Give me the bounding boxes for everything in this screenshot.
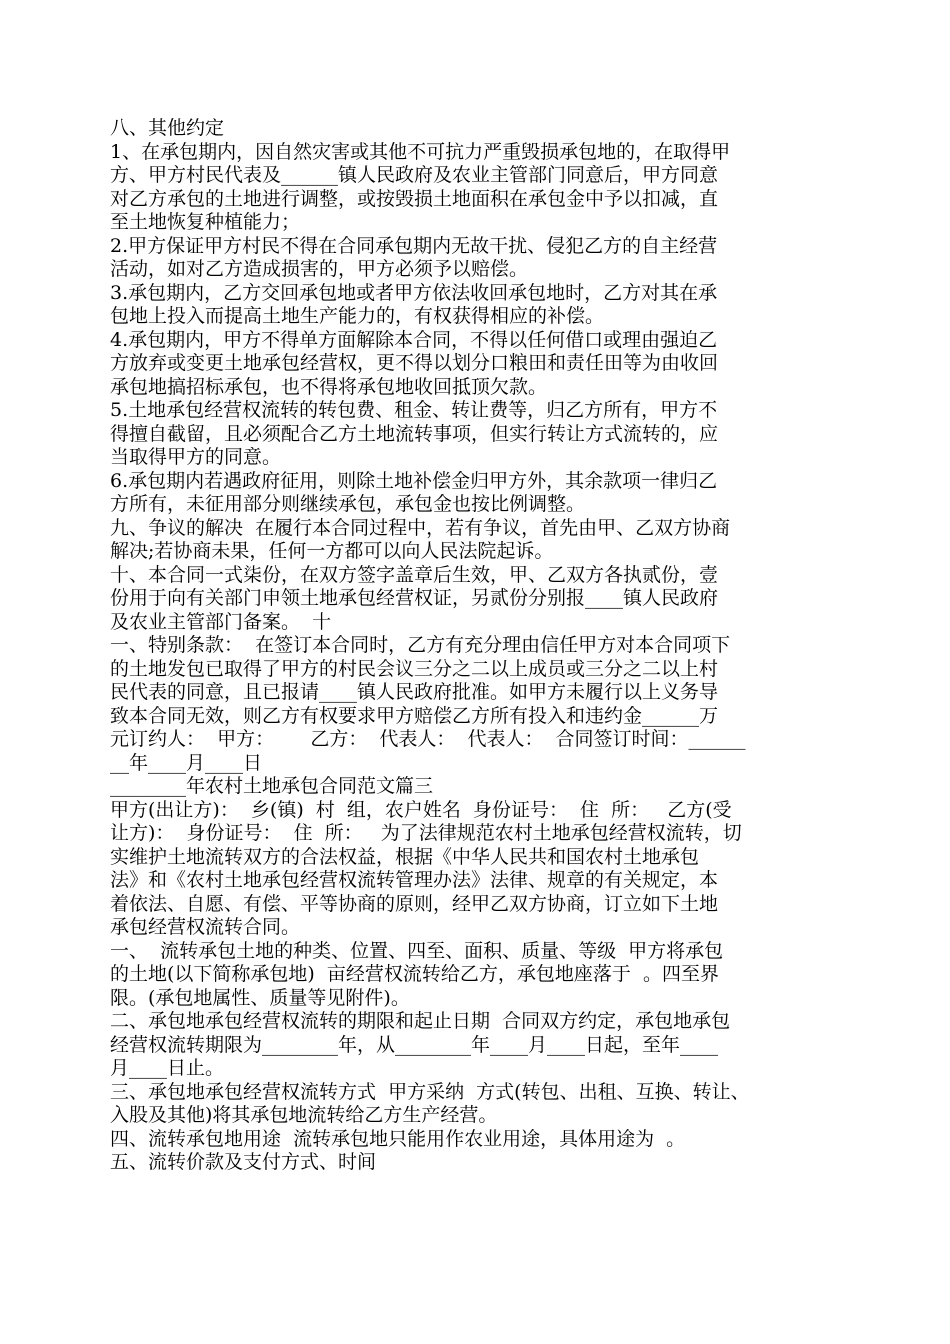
signature-line: 元订约人： 甲方： 乙方： 代表人： 代表人： 合同签订时间：______ [110, 728, 746, 750]
text-line: 致本合同无效，则乙方有权要求甲方赔偿乙方所有投入和违约金______万 [110, 704, 719, 727]
text-line: 方放弃或变更土地承包经营权，更不得以划分口粮田和责任田等为由收回 [110, 352, 719, 374]
text-line: 的土地(以下简称承包地) 亩经营权流转给乙方，承包地座落于 。四至界 [110, 963, 719, 985]
text-line: 份用于向有关部门申领土地承包经营权证，另贰份分别报____镇人民政府 [110, 587, 719, 609]
text-line: 5.土地承包经营权流转的转包费、租金、转让费等，归乙方所有，甲方不 [110, 399, 718, 421]
text-line: 经营权流转期限为________年，从________年____月____日起，至年____ [110, 1033, 719, 1056]
document-body [110, 117, 855, 1175]
text-line: 至土地恢复种植能力； [110, 211, 301, 233]
text-line: 方、甲方村民代表及______镇人民政府及农业主管部门同意后，甲方同意 [110, 164, 719, 186]
text-line: 让方)： 身份证号： 住 所： 为了法律规范农村土地承包经营权流转，切 [110, 822, 742, 844]
text-line: 承包地搞招标承包，也不得将承包地收回抵顶欠款。 [110, 375, 548, 398]
text-line: 承包经营权流转合同。 [110, 916, 301, 938]
section-heading-payment: 五、流转价款及支付方式、时间 [110, 1151, 377, 1173]
text-line: 限。(承包地属性、质量等见附件)。 [110, 986, 410, 1009]
section-heading-land-use: 四、流转承包地用途 流转承包地只能用作农业用途，具体用途为 。 [110, 1127, 686, 1150]
text-line: 4.承包期内，甲方不得单方面解除本合同，不得以任何借口或理由强迫乙 [110, 328, 718, 351]
text-line: 入股及其他)将其承包地流转给乙方生产经营。 [110, 1104, 498, 1126]
text-line: 解决;若协商未果，任何一方都可以向人民法院起诉。 [110, 540, 554, 562]
text-line: 及农业主管部门备案。 十 [110, 610, 332, 633]
section-heading-special-terms: 一、特别条款： 在签订本合同时，乙方有充分理由信任甲方对本合同项下 [110, 634, 731, 656]
text-line: 包地上投入而提高土地生产能力的，有权获得相应的补偿。 [110, 305, 605, 327]
text-line: 着依法、自愿、有偿、平等协商的原则，经甲乙双方协商，订立如下土地 [110, 892, 719, 915]
text-line: 得擅自截留，且必须配合乙方土地流转事项，但实行转让方式流转的，应 [110, 422, 719, 445]
text-line: 民代表的同意，且已报请____镇人民政府批准。如甲方未履行以上义务导 [110, 681, 719, 703]
text-line: 月____日止。 [110, 1057, 225, 1079]
section-heading-term: 二、承包地承包经营权流转的期限和起止日期 合同双方约定，承包地承包 [110, 1010, 731, 1032]
document-title-part-three: ________年农村土地承包合同范文篇三 [110, 775, 434, 797]
text-line: 法》和《农村土地承包经营权流转管理办法》法律、规章的有关规定，本 [110, 869, 719, 891]
section-heading-dispute-resolution: 九、争议的解决 在履行本合同过程中，若有争议，首先由甲、乙双方协商 [110, 516, 731, 539]
text-line: 2.甲方保证甲方村民不得在合同承包期内无故干扰、侵犯乙方的自主经营 [110, 234, 718, 257]
section-heading-copies: 十、本合同一式柒份，在双方签字盖章后生效，甲、乙双方各执贰份，壹 [110, 563, 719, 586]
section-heading-other-agreements: 八、其他约定 [110, 117, 225, 139]
text-line: 6.承包期内若遇政府征用，则除土地补偿金归甲方外，其余款项一律归乙 [110, 469, 718, 492]
parties-line: 甲方(出让方)： 乡(镇) 村 组，农户姓名 身份证号： 住 所： 乙方(受 [110, 798, 732, 821]
text-line: 活动，如对乙方造成损害的，甲方必须予以赔偿。 [110, 258, 529, 280]
text-line: 当取得甲方的同意。 [110, 446, 282, 468]
text-line: 3.承包期内，乙方交回承包地或者甲方依法收回承包地时，乙方对其在承 [110, 281, 718, 304]
text-line: 1、在承包期内，因自然灾害或其他不可抗力严重毁损承包地的，在取得甲 [110, 140, 731, 163]
text-line: 方所有，未征用部分则继续承包，承包金也按比例调整。 [110, 493, 586, 515]
section-heading-land-type: 一、 流转承包土地的种类、位置、四至、面积、质量、等级 甲方将承包 [110, 939, 724, 962]
text-line: 实维护土地流转双方的合法权益，根据《中华人民共和国农村土地承包 [110, 845, 700, 868]
text-line: 对乙方承包的土地进行调整，或按毁损土地面积在承包金中予以扣减，直 [110, 187, 719, 210]
text-line: 的土地发包已取得了甲方的村民会议三分之二以上成员或三分之二以上村 [110, 657, 719, 680]
date-line: __年____月____日 [110, 751, 263, 774]
section-heading-transfer-method: 三、承包地承包经营权流转方式 甲方采纳 方式(转包、出租、互换、转让、 [110, 1080, 750, 1103]
